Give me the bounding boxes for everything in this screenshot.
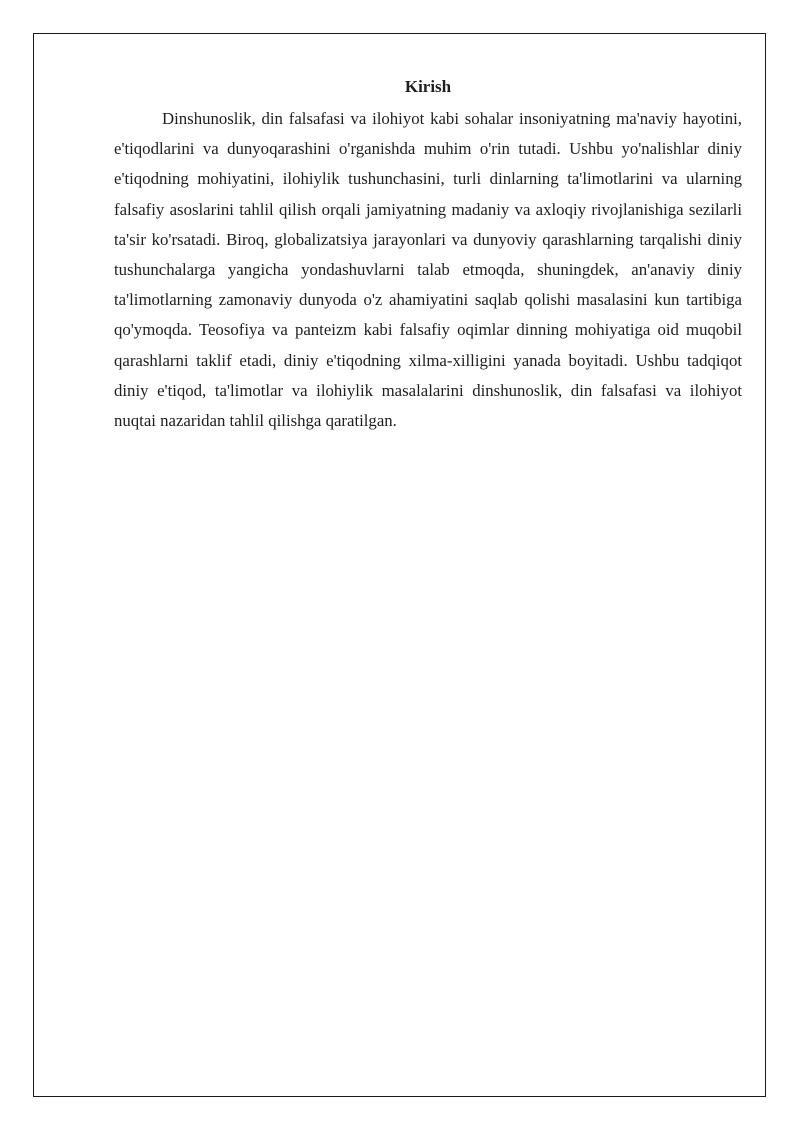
document-body (114, 74, 742, 436)
intro-paragraph: Dinshunoslik, din falsafasi va ilohiyot kabi sohalar insoniyatning ma'naviy hayotini, e'tiqodlarini va dunyoqarashini o'rganishda muhim o'rin tutadi. Ushbu yo'nalishlar diniy e'tiqodning mohiyatini, ilohiylik tushunchasini, turli dinlarning ta'limotlarini va ularning falsafiy asoslarini tahlil qilish orqali jamiyatning madaniy va axloqiy rivojlanishiga sezilarli ta'sir ko'rsatadi. Biroq, globalizatsiya jarayonlari va dunyoviy qarashlarning tarqalishi diniy tushunchalarga yangicha yondashuvlarni talab etmoqda, shuningdek, an'anaviy diniy ta'limotlarning zamonaviy dunyoda o'z ahamiyatini saqlab qolishi masalasini kun tartibiga qo'ymoqda. Teosofiya va panteizm kabi falsafiy oqimlar dinning mohiyatiga oid muqobil qarashlarni taklif etadi, diniy e'tiqodning xilma-xilligini yanada boyitadi. Ushbu tadqiqot diniy e'tiqod, ta'limotlar va ilohiylik masalalarini dinshunoslik, din falsafasi va ilohiyot nuqtai nazaridan tahlil qilishga qaratilgan. (114, 109, 742, 431)
page-title: Kirish (404, 77, 452, 96)
